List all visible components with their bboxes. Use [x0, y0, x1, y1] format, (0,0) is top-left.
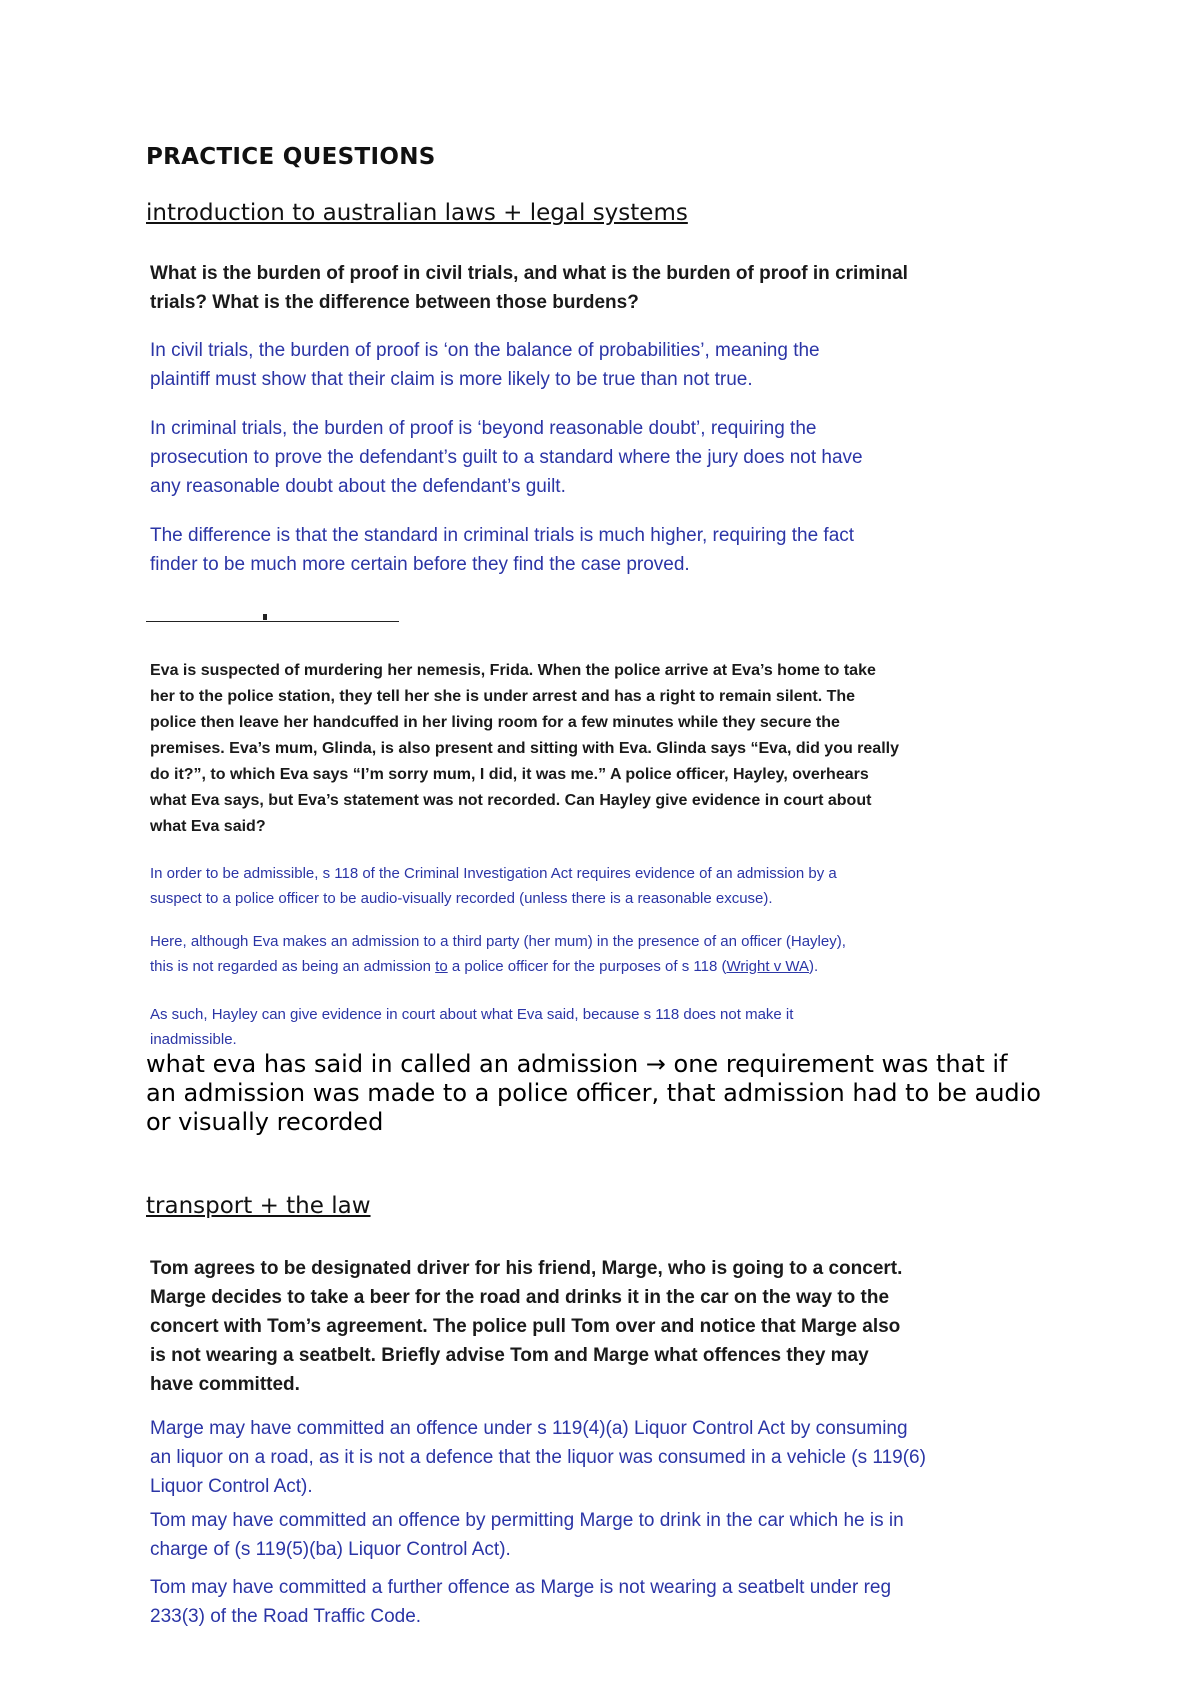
answer-line: Tom may have committed an offence by permitting Marge to drink in the car which he is in	[150, 1510, 904, 1531]
question-line: Eva is suspected of murdering her nemesis, Frida. When the police arrive at Eva’s home to take	[150, 662, 876, 679]
case-link-wright-v-wa[interactable]: Wright v WA	[726, 957, 809, 975]
answer-tom-seatbelt	[150, 1573, 1070, 1631]
answer-line: Liquor Control Act).	[150, 1476, 313, 1497]
answer-text: ).	[808, 957, 819, 975]
answer-line: In civil trials, the burden of proof is ‘on the balance of probabilities’, meaning the	[150, 340, 820, 361]
question-line: what Eva said?	[150, 818, 266, 835]
answer-criminal	[150, 414, 1050, 501]
question-line: Tom agrees to be designated driver for his friend, Marge, who is going to a concert.	[150, 1258, 903, 1279]
question-line: do it?”, to which Eva says “I’m sorry mum, I did, it was me.” A police officer, Hayley, overhears	[150, 766, 869, 783]
answer-conclusion	[150, 1003, 1090, 1052]
answer-line: finder to be much more certain before they find the case proved.	[150, 554, 690, 575]
question-line: her to the police station, they tell her she is under arrest and has a right to remain silent. The	[150, 688, 856, 705]
emphasis-link-to[interactable]: to	[435, 957, 448, 975]
answer-s118-requirement	[150, 862, 1090, 911]
answer-line: charge of (s 119(5)(ba) Liquor Control Act).	[150, 1539, 511, 1560]
answer-line: Marge may have committed an offence under s 119(4)(a) Liquor Control Act by consuming	[150, 1418, 908, 1439]
answer-civil	[150, 336, 1050, 394]
note-line: what eva has said in called an admission → one requirement was that if	[146, 1050, 1008, 1078]
question-tom-marge	[150, 1254, 1050, 1399]
answer-line: In criminal trials, the burden of proof is ‘beyond reasonable doubt’, requiring the	[150, 418, 817, 439]
answer-line: In order to be admissible, s 118 of the Criminal Investigation Act requires evidence of an admission by a	[150, 865, 837, 882]
question-line: concert with Tom’s agreement. The police pull Tom over and notice that Marge also	[150, 1316, 901, 1337]
question-line: what Eva says, but Eva’s statement was not recorded. Can Hayley give evidence in court about	[150, 792, 872, 809]
question-burden-of-proof	[150, 259, 1050, 317]
answer-marge-offence	[150, 1414, 1070, 1501]
answer-line: an liquor on a road, as it is not a defence that the liquor was consumed in a vehicle (s 119(6)	[150, 1447, 926, 1468]
answer-line: prosecution to prove the defendant’s guilt to a standard where the jury does not have	[150, 447, 863, 468]
note-line: an admission was made to a police officer, that admission had to be audio	[146, 1079, 1041, 1107]
handwritten-note-admission	[146, 1050, 1066, 1137]
answer-text: a police officer for the purposes of s 118 (	[447, 957, 727, 975]
question-line: have committed.	[150, 1374, 300, 1395]
question-line: is not wearing a seatbelt. Briefly advise Tom and Marge what offences they may	[150, 1345, 869, 1366]
note-line: or visually recorded	[146, 1108, 384, 1136]
section-title-transport: transport + the law	[146, 1193, 371, 1219]
answer-text: this is not regarded as being an admission	[150, 957, 436, 975]
answer-tom-permitting	[150, 1506, 1070, 1564]
answer-line: 233(3) of the Road Traffic Code.	[150, 1606, 422, 1627]
answer-line: Tom may have committed a further offence as Marge is not wearing a seatbelt under reg	[150, 1577, 892, 1598]
question-line: police then leave her handcuffed in her living room for a few minutes while they secure the	[150, 714, 840, 731]
question-line: trials? What is the difference between those burdens?	[150, 292, 639, 313]
answer-line: The difference is that the standard in criminal trials is much higher, requiring the fact	[150, 525, 855, 546]
section-title-intro: introduction to australian laws + legal systems	[146, 200, 688, 226]
answer-third-party-admission	[150, 930, 1090, 979]
divider-tick	[263, 614, 267, 620]
question-line: What is the burden of proof in civil trials, and what is the burden of proof in criminal	[150, 263, 908, 284]
page-heading: PRACTICE QUESTIONS	[146, 144, 436, 170]
answer-line	[150, 955, 1090, 980]
answer-line: inadmissible.	[150, 1030, 237, 1048]
answer-line: plaintiff must show that their claim is more likely to be true than not true.	[150, 369, 753, 390]
question-eva-scenario	[150, 658, 1070, 840]
answer-difference	[150, 521, 1050, 579]
question-line: premises. Eva’s mum, Glinda, is also present and sitting with Eva. Glinda says “Eva, did you really	[150, 740, 899, 757]
answer-line: any reasonable doubt about the defendant’s guilt.	[150, 476, 566, 497]
question-line: Marge decides to take a beer for the road and drinks it in the car on the way to the	[150, 1287, 890, 1308]
answer-line: suspect to a police officer to be audio-visually recorded (unless there is a reasonable excuse).	[150, 889, 773, 907]
answer-line: As such, Hayley can give evidence in court about what Eva said, because s 118 does not make it	[150, 1006, 794, 1023]
divider-line	[146, 621, 399, 622]
answer-line: Here, although Eva makes an admission to a third party (her mum) in the presence of an officer (Hayley),	[150, 933, 846, 950]
